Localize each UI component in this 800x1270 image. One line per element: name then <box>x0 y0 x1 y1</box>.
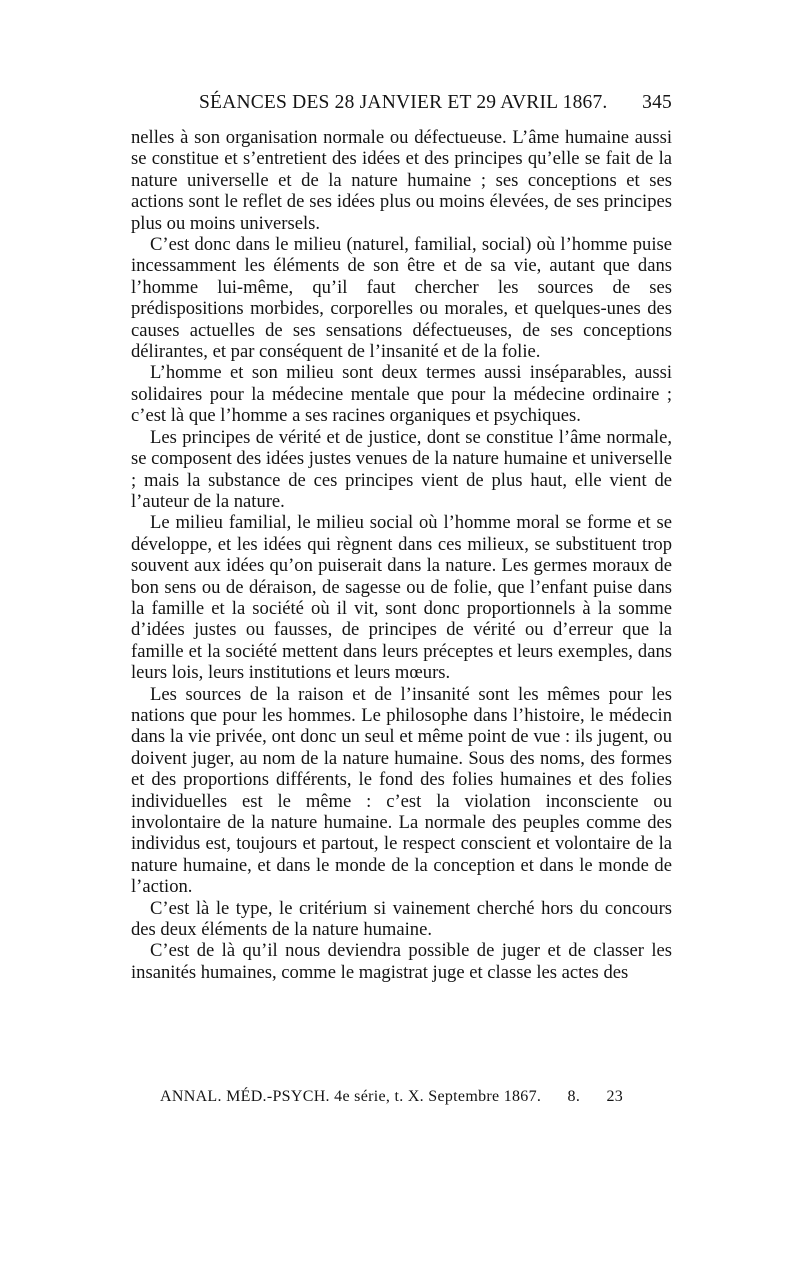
paragraph-1: nelles à son organisation normale ou défectueuse. L’âme humaine aussi se constitue et s’entretient des idées et des principes qu’elle se fait de la nature universelle et de la nature humaine ; ses conceptions et ses actions sont le reflet de ses idées plus ou moins élevées, de ses principes plus ou moins universels. <box>131 127 672 234</box>
paragraph-7: C’est là le type, le critérium si vainement cherché hors du concours des deux éléments de la nature humaine. <box>131 897 672 941</box>
page-number: 345 <box>642 92 672 113</box>
footer-journal: ANNAL. MÉD.-PSYCH. <box>160 1088 330 1105</box>
running-header <box>131 92 672 124</box>
paragraph-2: C’est donc dans le milieu (naturel, familial, social) où l’homme puise incessamment les éléments de son être et de sa vie, autant que dans l’homme lui-même, qu’il faut chercher les sources de ses prédispositions morbides, corporelles ou morales, et quelques-unes des causes actuelles de ses sensations défectueuses, de ses conceptions délirantes, et par conséquent de l’insanité et de la folie. <box>131 234 672 363</box>
running-title: SÉANCES DES 28 JANVIER ET 29 AVRIL 1867. <box>199 92 608 113</box>
body-text <box>131 127 672 983</box>
page-footer <box>160 1088 660 1106</box>
footer-signature: 23 <box>606 1088 624 1105</box>
footer-series: 4e série, t. X. Septembre 1867. <box>334 1088 542 1105</box>
footer-sheet: 8. <box>567 1088 581 1105</box>
paragraph-4: Les principes de vérité et de justice, dont se constitue l’âme normale, se composent des idées justes venues de la nature humaine et universelle ; mais la substance de ces principes vient de plus haut, elle vient de l’auteur de la nature. <box>131 426 672 512</box>
book-page <box>131 92 672 983</box>
paragraph-3: L’homme et son milieu sont deux termes aussi inséparables, aussi solidaires pour la médecine mentale que pour la médecine ordinaire ; c’est là que l’homme a ses racines organiques et psychiques. <box>131 362 672 427</box>
paragraph-6: Les sources de la raison et de l’insanité sont les mêmes pour les nations que pour les hommes. Le philosophe dans l’histoire, le médecin dans la vie privée, ont donc un seul et même point de vue : ils jugent, ou doivent juger, au nom de la nature humaine. Sous des noms, des formes et des proportions différents, le fond des folies humaines et des folies individuelles est le même : c’est la violation inconsciente ou involontaire de la nature humaine. La normale des peuples comme des individus est, toujours et partout, le respect conscient et volontaire de la nature humaine, et dans le monde de la conception et dans le monde de l’action. <box>131 683 672 898</box>
paragraph-8: C’est de là qu’il nous deviendra possible de juger et de classer les insanités humaines, comme le magistrat juge et classe les actes des <box>131 940 672 983</box>
paragraph-5: Le milieu familial, le milieu social où l’homme moral se forme et se développe, et les idées qui règnent dans ces milieux, se substituent trop souvent aux idées qu’on puiserait dans la nature. Les germes moraux de bon sens ou de déraison, de sagesse ou de folie, que l’enfant puise dans la famille et la société où il vit, sont donc proportionnels à la somme d’idées justes ou fausses, de principes de vérité ou d’erreur que la famille et la société mettent dans leurs préceptes et leurs exemples, dans leurs lois, leurs institutions et leurs mœurs. <box>131 512 672 684</box>
